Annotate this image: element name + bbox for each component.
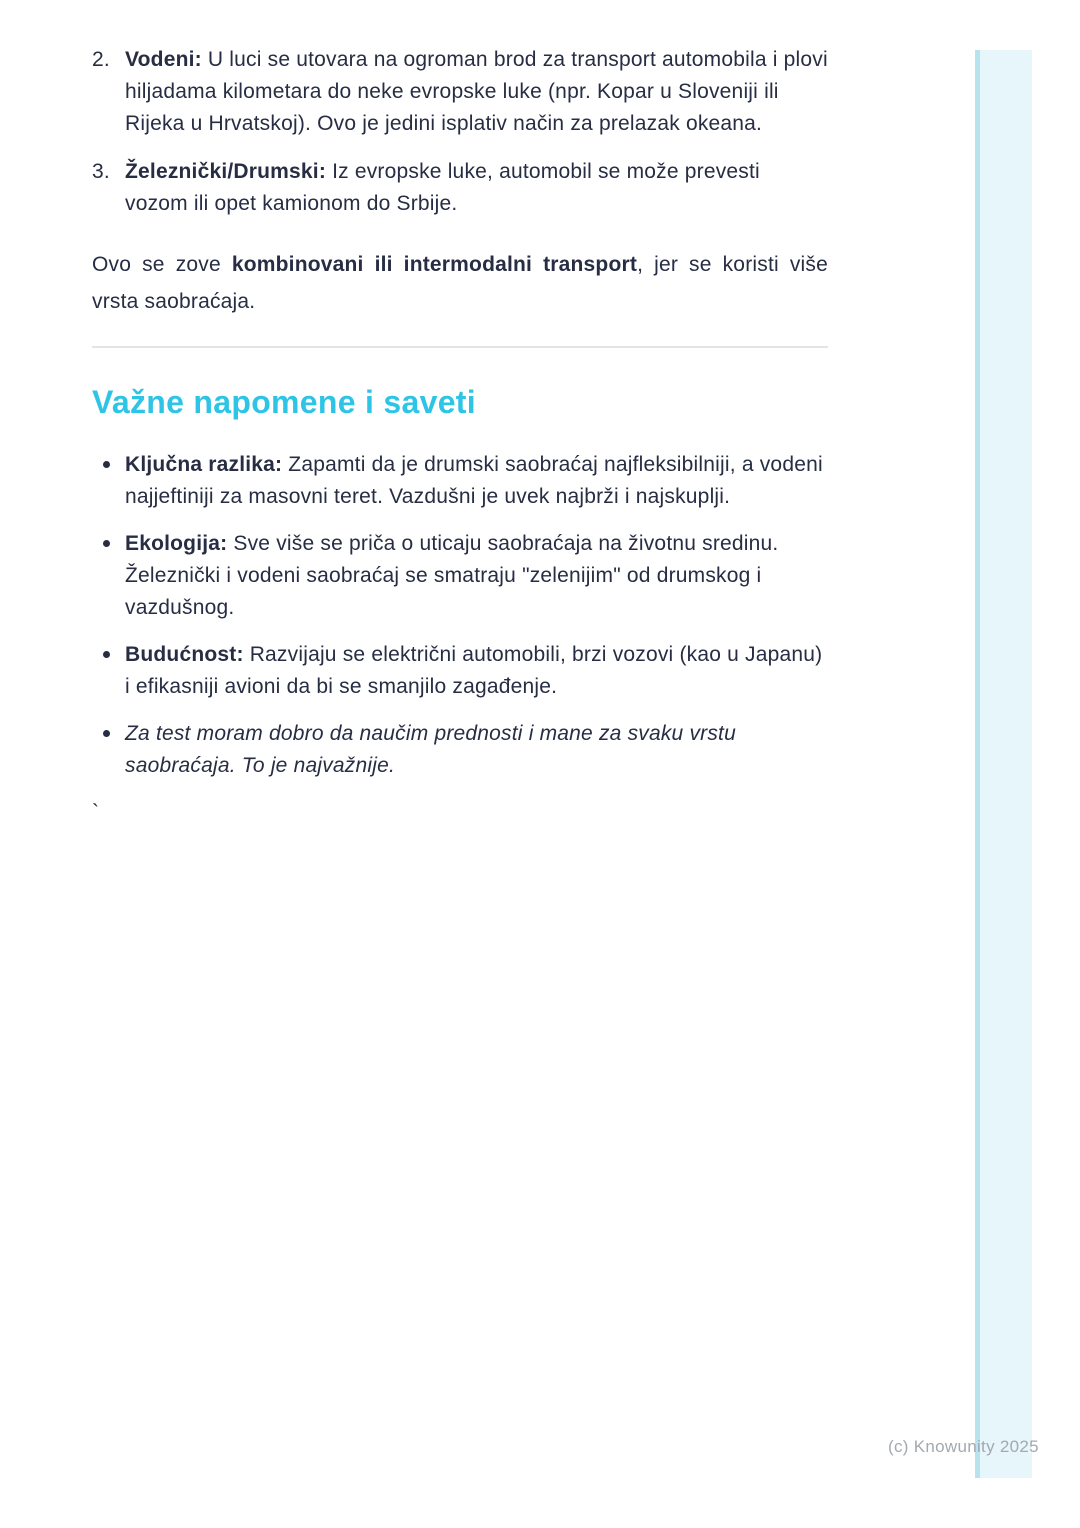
list-item-number: 2. [92, 48, 110, 71]
bullet-item [92, 449, 828, 513]
stray-backtick-character: ` [92, 801, 100, 824]
document-content [92, 44, 828, 829]
paragraph-text: , jer se koristi više vrsta saobraćaja. [92, 253, 828, 313]
bullet-item [92, 718, 828, 782]
list-item-lead: Vodeni: [125, 48, 202, 71]
summary-paragraph [92, 246, 828, 320]
bullet-lead: Ključna razlika: [125, 453, 283, 476]
notes-bullet-list [92, 449, 828, 782]
bullet-lead: Ekologija: [125, 532, 228, 555]
paragraph-text: Ovo se zove [92, 253, 232, 276]
section-divider [92, 346, 828, 348]
bullet-text: Sve više se priča o uticaju saobraćaja na životnu sredinu. Železnički i vodeni saobraćaj se smatraju "zelenijim" od drumskog i vazdušnog. [125, 532, 779, 619]
copyright-notice: (c) Knowunity 2025 [888, 1437, 1039, 1456]
bullet-icon [103, 651, 110, 658]
list-item-text: Iz evropske luke, automobil se može prevesti vozom ili opet kamionom do Srbije. [125, 160, 760, 215]
bullet-text: Za test moram dobro da naučim prednosti i mane za svaku vrstu saobraćaja. To je najvažnije. [125, 722, 736, 777]
list-item [92, 44, 828, 140]
bullet-icon [103, 730, 110, 737]
list-item-number: 3. [92, 160, 110, 183]
bullet-icon [103, 540, 110, 547]
bullet-lead: Budućnost: [125, 643, 244, 666]
paragraph-bold-text: kombinovani ili intermodalni transport [231, 253, 638, 276]
bullet-text: Zapamti da je drumski saobraćaj najfleksibilniji, a vodeni najjeftiniji za masovni teret. Vazdušni je uvek najbrži i najskuplji. [125, 453, 823, 508]
page-edge-strip [975, 50, 1032, 1478]
bullet-item [92, 639, 828, 703]
section-heading: Važne napomene i saveti [92, 384, 476, 420]
bullet-item [92, 528, 828, 624]
transport-ordered-list [92, 44, 828, 220]
bullet-icon [103, 461, 110, 468]
list-item-text: U luci se utovara na ogroman brod za transport automobila i plovi hiljadama kilometara do neke evropske luke (npr. Kopar u Sloveniji ili Rijeka u Hrvatskoj). Ovo je jedini isplativ način za prelazak okeana. [125, 48, 828, 135]
list-item [92, 156, 828, 220]
list-item-lead: Železnički/Drumski: [125, 160, 327, 183]
bullet-text: Razvijaju se električni automobili, brzi vozovi (kao u Japanu) i efikasniji avioni da bi se smanjilo zagađenje. [125, 643, 823, 698]
